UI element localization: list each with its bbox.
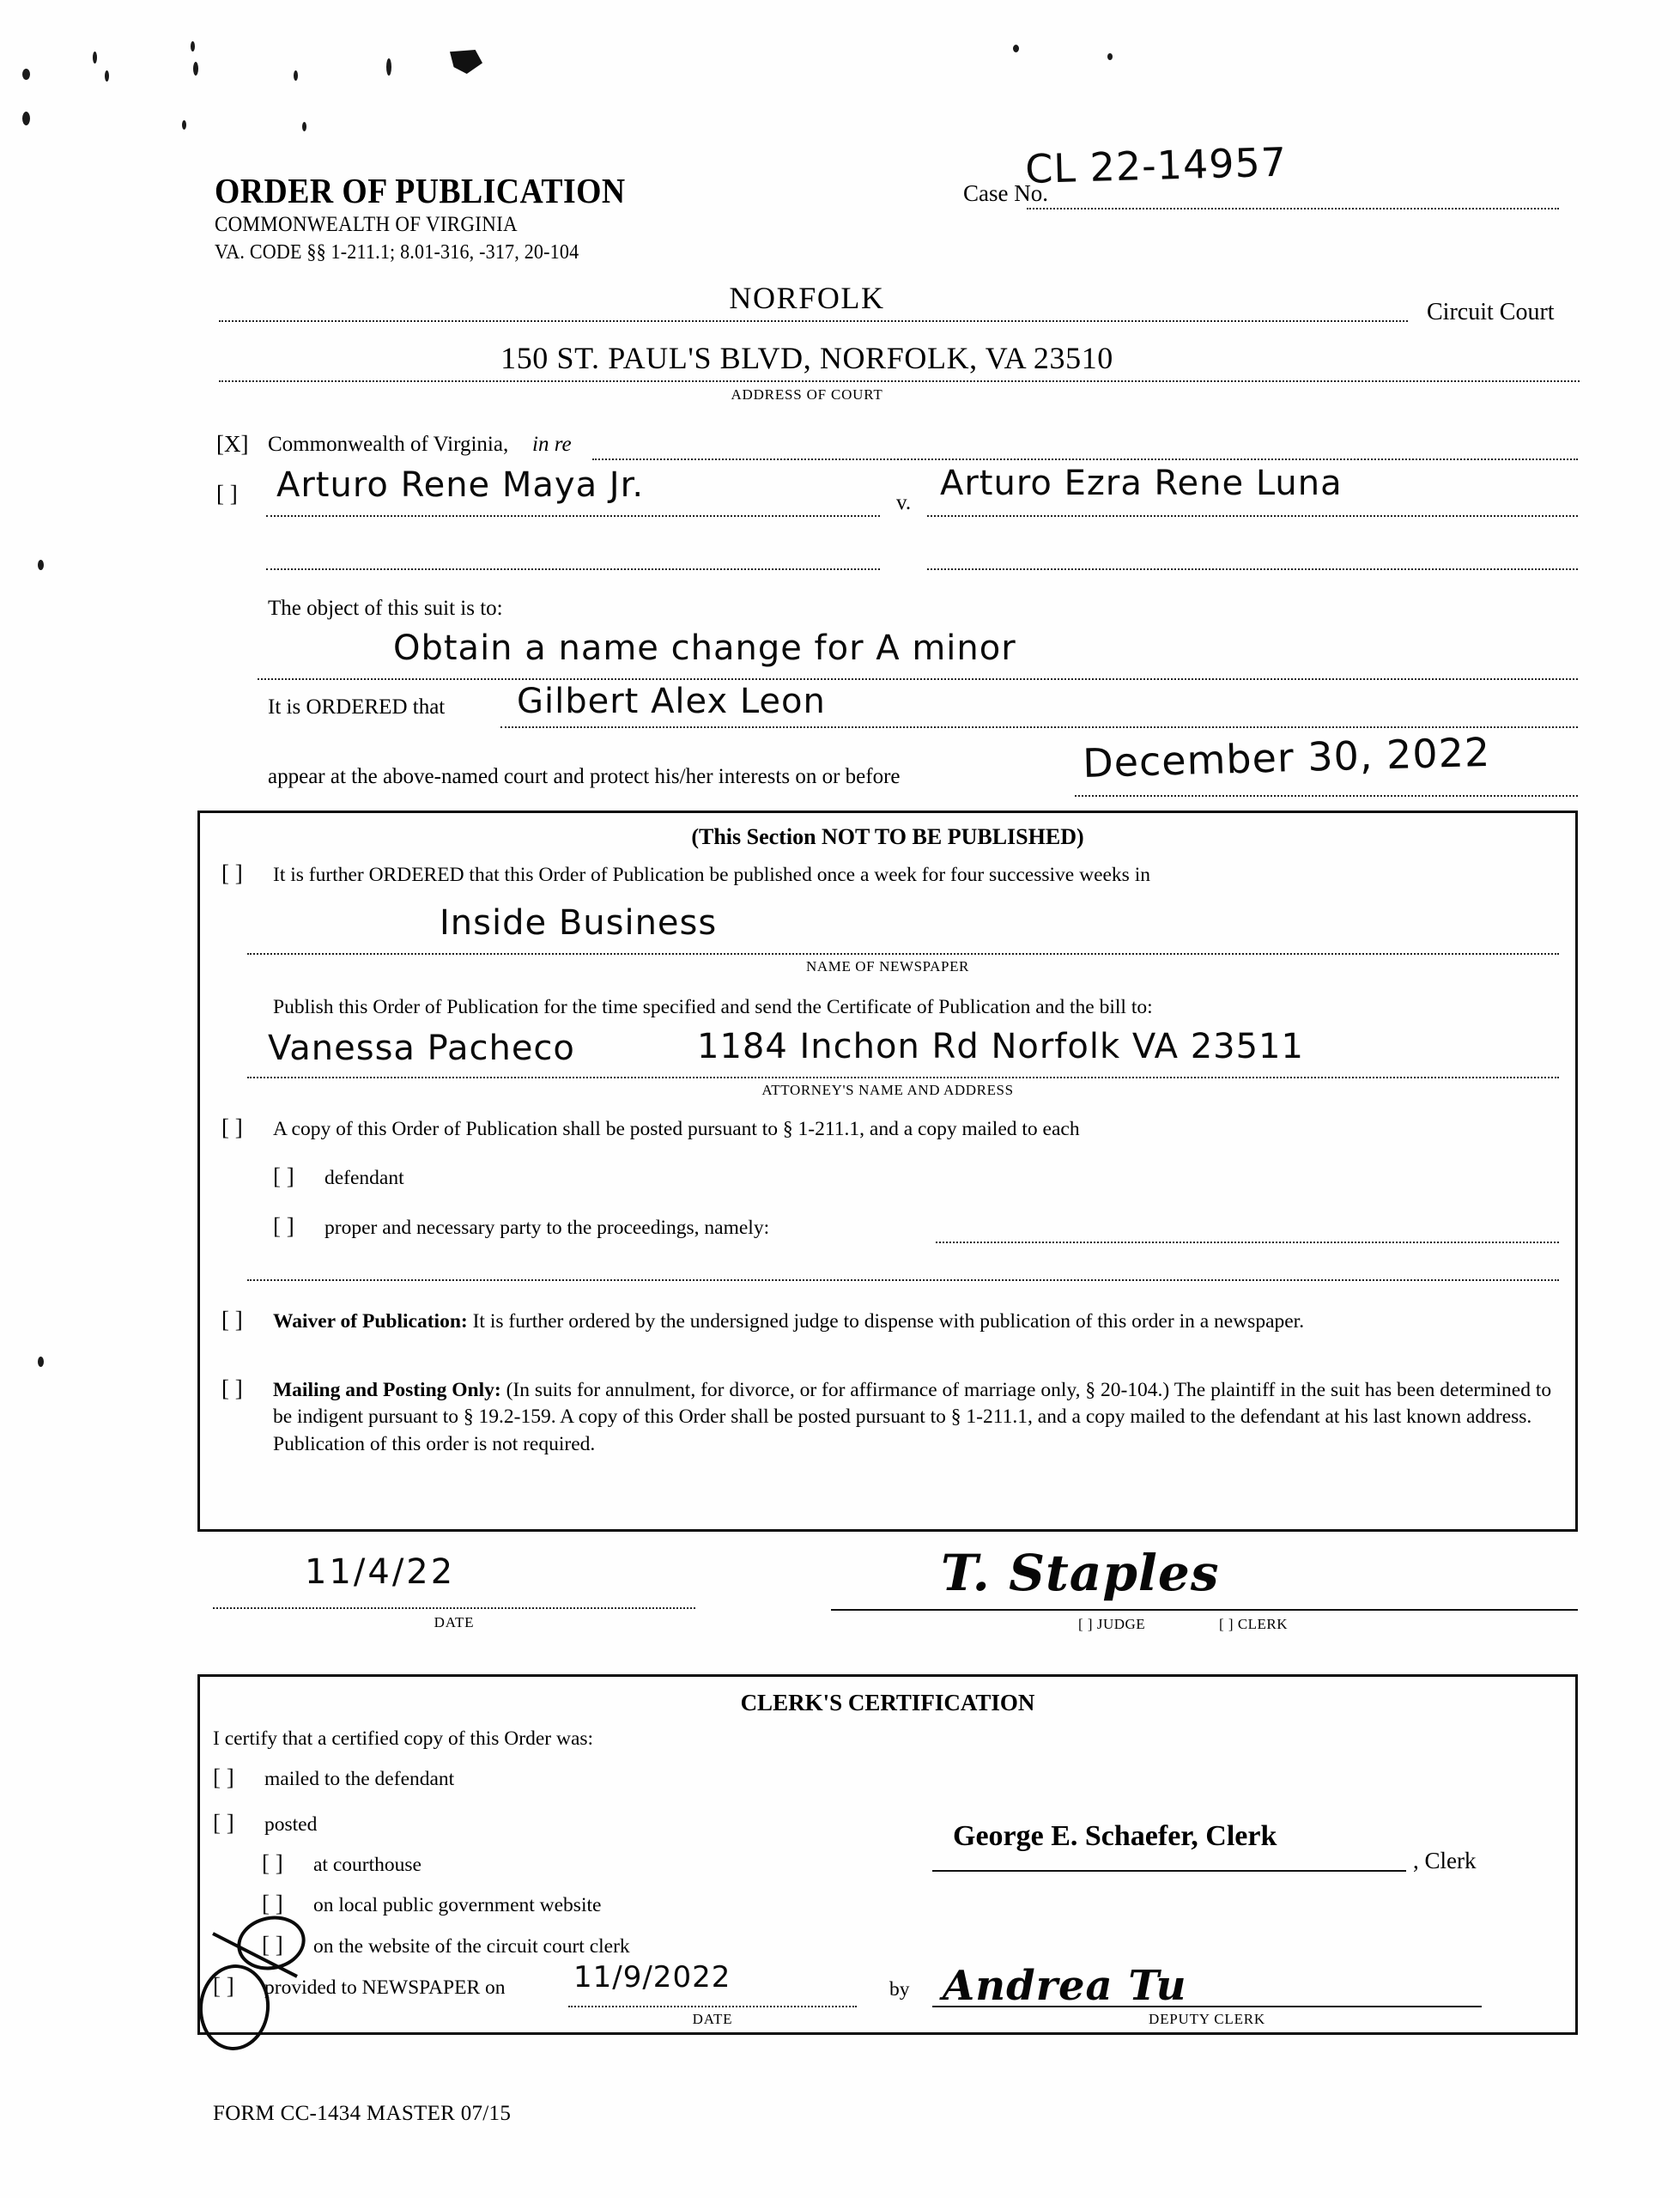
clerk-suffix: , Clerk	[1413, 1848, 1477, 1873]
judge-checkbox-label[interactable]: [ ] JUDGE	[1078, 1616, 1146, 1632]
waiver-title: Waiver of Publication:	[273, 1310, 468, 1333]
defendant-rule	[927, 515, 1578, 517]
in-re-rule	[592, 458, 1578, 460]
mailed-checkbox[interactable]: [ ]	[213, 1764, 234, 1790]
parties-rule-2a	[266, 568, 880, 570]
deputy-clerk-caption: DEPUTY CLERK	[1149, 2011, 1265, 2027]
bill-to-text: Publish this Order of Publication for the time specified and send the Certificate of Publication and the bill to:	[273, 996, 1153, 1018]
scan-speckle	[182, 120, 186, 130]
commonwealth-label: Commonwealth of Virginia,	[268, 433, 509, 456]
appear-rule	[1075, 795, 1578, 797]
copy-posted-text: A copy of this Order of Publication shall be posted pursuant to § 1-211.1, and a copy mailed to each	[273, 1118, 1080, 1140]
scan-blob	[450, 50, 482, 74]
scan-speckle	[22, 69, 30, 80]
case-number-value: CL 22-14957	[1024, 138, 1288, 192]
attorney-rule	[247, 1077, 1559, 1078]
proper-party-rule-2	[247, 1279, 1559, 1281]
clerk-site-label: on the website of the circuit court clerk	[313, 1935, 630, 1958]
newspaper-value: Inside Business	[440, 903, 718, 943]
not-published-heading: (This Section NOT TO BE PUBLISHED)	[691, 824, 1084, 849]
posted-checkbox[interactable]: [ ]	[213, 1810, 234, 1836]
scan-speckle	[105, 70, 109, 82]
ordered-label: It is ORDERED that	[268, 695, 446, 719]
ordered-value: Gilbert Alex Leon	[517, 682, 826, 721]
proper-party-checkbox[interactable]: [ ]	[273, 1213, 294, 1239]
defendant-checkbox[interactable]: [ ]	[273, 1163, 294, 1189]
judge-signature: T. Staples	[941, 1544, 1220, 1602]
local-site-checkbox[interactable]: [ ]	[262, 1891, 283, 1916]
mailing-text: (In suits for annulment, for divorce, or for affirmance of marriage only, § 20-104.) The plaintiff in the suit has been determined to be indigent pursuant to § 19.2-159. A copy of this Order shall be posted pursuant to § 1-211.1, and a copy mailed to the defendant at his last known address. Publication of this order is not required.	[273, 1379, 1552, 1455]
defendant-name: Arturo Ezra Rene Luna	[940, 464, 1343, 503]
object-rule	[258, 678, 1578, 680]
at-courthouse-checkbox[interactable]: [ ]	[262, 1850, 283, 1876]
scan-speckle	[22, 112, 30, 125]
newspaper-caption: NAME OF NEWSPAPER	[806, 958, 969, 975]
scan-speckle	[93, 52, 97, 64]
scan-speckle	[302, 122, 306, 131]
circuit-court-label: Circuit Court	[1427, 299, 1555, 325]
newspaper-provided-label: provided to NEWSPAPER on	[264, 1976, 506, 1999]
party-checkbox[interactable]: [ ]	[216, 481, 238, 507]
attorney-name: Vanessa Pacheco	[268, 1029, 575, 1068]
commonwealth-subtitle: COMMONWEALTH OF VIRGINIA	[215, 213, 518, 236]
scan-speckle	[191, 41, 195, 52]
scan-speckle	[38, 1357, 44, 1367]
scan-speckle	[38, 560, 44, 570]
local-site-label: on local public government website	[313, 1894, 602, 1916]
attorney-caption: ATTORNEY'S NAME AND ADDRESS	[761, 1082, 1014, 1098]
copy-posted-checkbox[interactable]: [ ]	[221, 1114, 243, 1140]
scan-speckle	[1013, 45, 1019, 52]
page-title: ORDER OF PUBLICATION	[215, 171, 626, 210]
waiver-paragraph	[273, 1308, 1552, 1335]
waiver-checkbox[interactable]: [ ]	[221, 1307, 243, 1333]
attorney-address: 1184 Inchon Rd Norfolk VA 23511	[697, 1027, 1304, 1066]
court-name: NORFOLK	[729, 281, 885, 315]
publish-text: It is further ORDERED that this Order of Publication be published once a week for four successive weeks in	[273, 864, 1150, 886]
address-caption: ADDRESS OF COURT	[731, 386, 883, 403]
plaintiff-rule	[266, 515, 880, 517]
court-name-rule	[219, 320, 1408, 322]
at-courthouse-label: at courthouse	[313, 1854, 422, 1876]
clerk-name-rule	[932, 1870, 1406, 1872]
defendant-sub-label: defendant	[324, 1167, 404, 1189]
order-date-rule	[213, 1607, 695, 1609]
certification-heading: CLERK'S CERTIFICATION	[740, 1690, 1035, 1715]
scan-speckle	[1107, 53, 1113, 60]
deputy-clerk-signature: Andrea Tu	[943, 1962, 1187, 2010]
mailing-checkbox[interactable]: [ ]	[221, 1375, 243, 1401]
ordered-rule	[500, 726, 1578, 728]
deputy-clerk-rule	[932, 2006, 1482, 2007]
versus-label: v.	[896, 491, 912, 514]
clerk-checkbox-label[interactable]: [ ] CLERK	[1219, 1616, 1289, 1632]
mailing-title: Mailing and Posting Only:	[273, 1379, 501, 1401]
mailing-paragraph	[273, 1377, 1552, 1458]
object-label: The object of this suit is to:	[268, 597, 503, 620]
publish-checkbox[interactable]: [ ]	[221, 860, 243, 886]
posted-label: posted	[264, 1813, 318, 1836]
scan-speckle	[386, 58, 391, 76]
mailed-label: mailed to the defendant	[264, 1768, 455, 1790]
appear-label: appear at the above-named court and protect his/her interests on or before	[268, 765, 901, 788]
commonwealth-checkbox[interactable]: [X]	[216, 431, 249, 457]
in-re-label: in re	[532, 433, 572, 456]
newspaper-date-rule	[568, 2006, 857, 2007]
proper-party-rule-1	[936, 1242, 1559, 1243]
order-date-caption: DATE	[434, 1614, 475, 1630]
waiver-text: It is further ordered by the undersigned judge to dispense with publication of this order in a newspaper.	[472, 1310, 1305, 1333]
judge-signature-rule	[831, 1609, 1578, 1611]
form-id-footer: FORM CC-1434 MASTER 07/15	[213, 2102, 512, 2125]
clerk-name: George E. Schaefer, Clerk	[953, 1820, 1277, 1852]
newspaper-date-caption: DATE	[692, 2011, 733, 2027]
proper-party-label: proper and necessary party to the proceedings, namely:	[324, 1217, 770, 1239]
plaintiff-name: Arturo Rene Maya Jr.	[276, 465, 645, 505]
court-address-rule	[219, 380, 1580, 382]
by-label: by	[889, 1978, 910, 2001]
certification-intro: I certify that a certified copy of this Order was:	[213, 1727, 594, 1750]
clerk-site-checkbox[interactable]: [ ]	[262, 1932, 283, 1958]
object-value: Obtain a name change for A minor	[393, 628, 1016, 668]
newspaper-rule	[247, 953, 1559, 955]
case-number-rule	[1027, 208, 1559, 209]
va-code-line: VA. CODE §§ 1-211.1; 8.01-316, -317, 20-104	[215, 241, 579, 264]
parties-rule-2b	[927, 568, 1578, 570]
newspaper-provided-checkbox[interactable]: [ ]	[213, 1973, 234, 1999]
order-date-value: 11/4/22	[305, 1552, 456, 1592]
scan-speckle	[193, 62, 198, 76]
newspaper-provided-date: 11/9/2022	[573, 1960, 731, 1995]
appear-date: December 30, 2022	[1082, 728, 1491, 786]
court-address: 150 ST. PAUL'S BLVD, NORFOLK, VA 23510	[500, 341, 1113, 375]
scan-speckle	[294, 70, 298, 81]
case-number-label: Case No.	[963, 180, 1048, 206]
